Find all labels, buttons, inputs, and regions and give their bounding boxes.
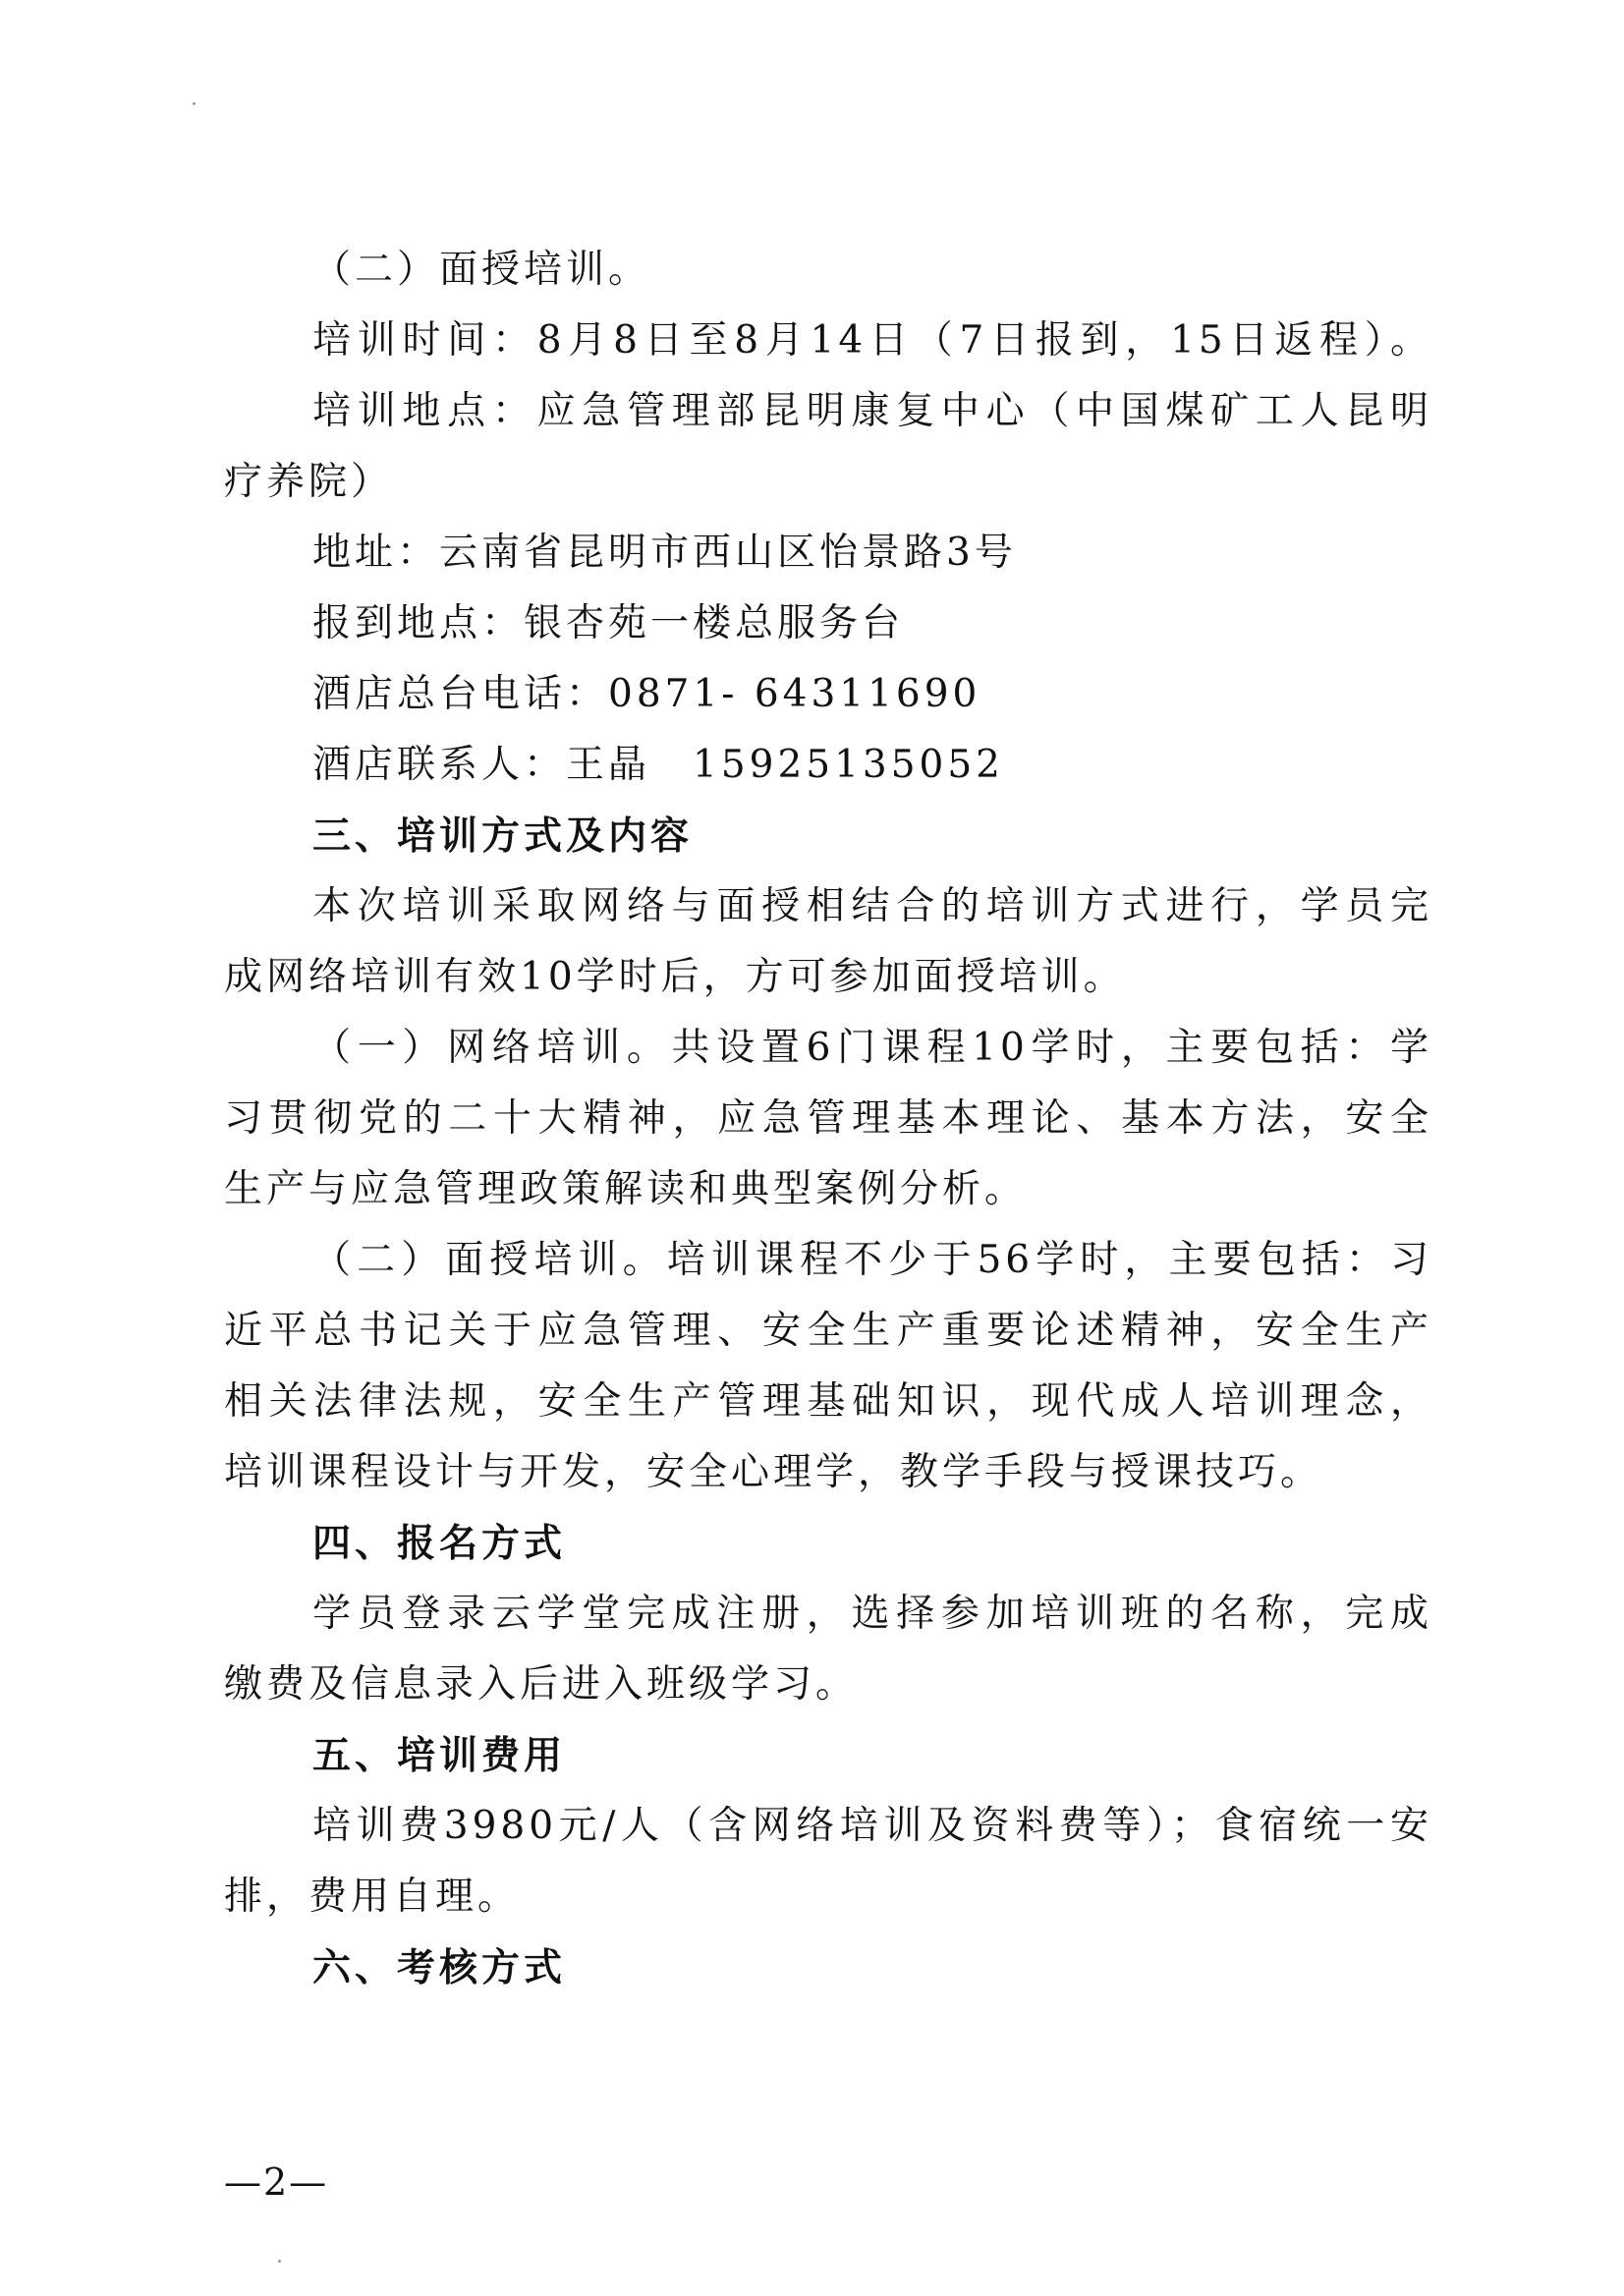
paragraph-line: （一）网络培训。共设置6门课程10学时，主要包括：学 xyxy=(312,1026,1432,1070)
section-heading-registration: 四、报名方式 xyxy=(312,1521,567,1566)
paragraph-line: （二）面授培训。培训课程不少于56学时，主要包括：习 xyxy=(312,1238,1432,1282)
section-heading-fees: 五、培训费用 xyxy=(312,1733,567,1778)
paragraph-line: 成网络培训有效10学时后，方可参加面授培训。 xyxy=(224,955,1126,999)
paragraph-line: 相关法律法规，安全生产管理基础知识，现代成人培训理念， xyxy=(224,1379,1432,1424)
paragraph-line: 缴费及信息录入后进入班级学习。 xyxy=(224,1662,859,1707)
paragraph-line: 近平总书记关于应急管理、安全生产重要论述精神，安全生产 xyxy=(224,1309,1432,1353)
subsection-heading-face-to-face: （二）面授培训。 xyxy=(312,248,651,292)
paragraph-line: 生产与应急管理政策解读和典型案例分析。 xyxy=(224,1167,1028,1211)
paragraph-line: 培训课程设计与开发，安全心理学，教学手段与授课技巧。 xyxy=(224,1450,1323,1494)
paragraph-line: 排，费用自理。 xyxy=(224,1875,521,1919)
training-time: 培训时间：8月8日至8月14日（7日报到，15日返程）。 xyxy=(312,318,1432,363)
page-number: —2— xyxy=(224,2160,329,2204)
training-location-continued: 疗养院） xyxy=(224,460,394,504)
section-heading-assessment: 六、考核方式 xyxy=(312,1945,567,1990)
paragraph-line: 本次培训采取网络与面授相结合的培训方式进行，学员完 xyxy=(312,884,1432,928)
section-heading-training-method: 三、培训方式及内容 xyxy=(312,813,694,859)
hotel-front-desk-phone: 酒店总台电话：0871- 64311690 xyxy=(312,672,981,716)
check-in-location: 报到地点：银杏苑一楼总服务台 xyxy=(312,601,905,645)
paragraph-line: 学员登录云学堂完成注册，选择参加培训班的名称，完成 xyxy=(312,1592,1432,1636)
scan-speck xyxy=(193,102,196,105)
training-location: 培训地点：应急管理部昆明康复中心（中国煤矿工人昆明 xyxy=(312,389,1432,433)
paragraph-line: 习贯彻党的二十大精神，应急管理基本理论、基本方法，安全 xyxy=(224,1096,1432,1141)
address: 地址：云南省昆明市西山区怡景路3号 xyxy=(312,531,1017,575)
scan-speck xyxy=(278,2260,281,2263)
paragraph-line: 培训费3980元/人（含网络培训及资料费等）；食宿统一安 xyxy=(312,1804,1432,1848)
hotel-contact: 酒店联系人：王晶 15925135052 xyxy=(312,743,1004,787)
